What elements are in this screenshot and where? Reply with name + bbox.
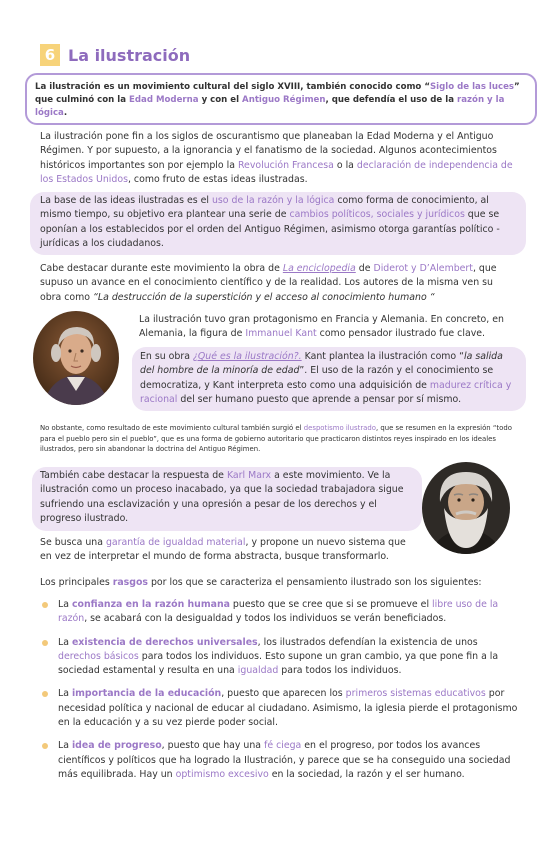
- paragraph-text: ”. El uso de la razón y el conocimiento se democratiza, y Kant interpreta esto como una adquisición de: [140, 365, 494, 391]
- highlight: derechos básicos: [58, 650, 139, 662]
- intro-text: .: [63, 108, 68, 118]
- highlight-edad-moderna: Edad Moderna: [129, 95, 199, 105]
- intro-text: , que defendía el uso de la: [325, 95, 457, 105]
- paragraph-text: Se busca una: [40, 537, 106, 548]
- list-text: La: [58, 740, 72, 752]
- highlight-rasgos: rasgos: [112, 577, 148, 588]
- intro-text: ” que culminó con la: [35, 82, 520, 105]
- list-text: puesto que se cree que si se promueve el: [229, 599, 433, 610]
- paragraph-marx: [32, 467, 422, 531]
- highlight: igualdad: [237, 665, 279, 677]
- note-text: , que se resumen en la expresión “todo para el pueblo pero sin el pueblo”, que es una forma de gobierno autoritario que practicaron distintos reyes inspirado en los ideales ilustrados, pero sin abandonar la doctrina del Antiguo Régimen.: [40, 424, 512, 454]
- paragraph-text: a este movimiento. Ve la ilustración como un proceso inacabado, ya que la sociedad trabajadora sigue sufriendo una esclavización y una opresión a pesar de los derechos y el progreso ilustrado.: [40, 470, 404, 524]
- paragraph-oscurantismo: [40, 130, 516, 187]
- paragraph-text: La ilustración pone fin a los siglos de oscurantismo que planeaban la Edad Moderna y el Antiguo Régimen. Y por supuesto, a la ignorancia y el fanatismo de la sociedad. Algunos acontecimientos históricos importantes son por ejemplo la: [40, 131, 497, 171]
- highlight-bold: confianza en la razón humana: [71, 599, 230, 610]
- list-text: La: [58, 636, 72, 648]
- bullet-icon: [42, 602, 48, 608]
- marx-portrait: [422, 462, 510, 554]
- paragraph-text: , y propone un nuevo sistema que en vez de interpretar el mundo de forma abstracta, busque transformarlo.: [40, 537, 406, 563]
- highlight-siglo-luces: Siglo de las luces: [429, 82, 515, 92]
- paragraph-text: del ser humano puesto que aprende a pensar por sí mismo.: [177, 393, 462, 405]
- paragraph-text: También cabe destacar la respuesta de: [40, 470, 227, 481]
- marx-portrait-image: [422, 462, 510, 554]
- paragraph-text: de: [355, 263, 374, 274]
- paragraph-text: Cabe destacar durante este movimiento la obra de: [40, 263, 283, 274]
- list-text: , puesto que hay una: [161, 740, 265, 752]
- kant-portrait-image: [33, 311, 119, 405]
- intro-text: y con el: [198, 95, 243, 105]
- list-text: , los ilustrados defendían la existencia de unos: [257, 636, 478, 648]
- rasgos-list: [58, 598, 522, 791]
- paragraph-text: que se oponían a los establecidos por el orden del Antiguo Régimen, asimismo otorga garantías político -jurídicas a los ciudadanos.: [40, 209, 500, 249]
- note-text: No obstante, como resultado de este movimiento cultural también surgió el: [40, 424, 304, 432]
- paragraph-text: como pensador ilustrado fue clave.: [316, 328, 485, 340]
- bullet-icon: [42, 640, 48, 646]
- paragraph-text: En su obra: [140, 351, 193, 362]
- list-text: , puesto que aparecen los: [221, 688, 346, 700]
- paragraph-igualdad: [40, 536, 420, 565]
- highlight-diderot: Diderot y D’Alembert: [373, 263, 473, 274]
- section-heading: [40, 44, 190, 66]
- list-text: en el progreso, por todos los avances científicos y políticos que ha logrado la Ilustración, y parece que se ha conseguido una sociedad más equilibrada. Hay un: [58, 740, 511, 780]
- quote-kant: la salida del hombre de la minoría de edad: [140, 351, 503, 377]
- list-item: [58, 687, 522, 730]
- paragraph-text: o la: [333, 159, 357, 171]
- paragraph-kant-obra: [132, 347, 526, 411]
- paragraph-rasgos: [40, 576, 516, 590]
- highlight-bold: importancia de la educación: [71, 688, 222, 700]
- list-item: [58, 739, 522, 782]
- list-item: [58, 636, 522, 679]
- highlight-razon-logica: razón y la lógica: [35, 95, 505, 118]
- list-text: por necesidad política y nacional de educar al ciudadano. Asimismo, la iglesia pierde el protagonismo en la educación y a su vez pierde poder social.: [58, 688, 518, 729]
- highlight-declaracion-independencia: declaración de independencia de los Estados Unidos: [40, 159, 513, 185]
- highlight: libre uso de la razón: [58, 599, 499, 625]
- link-que-es-la-ilustracion[interactable]: ¿Qué es la ilustración?.: [192, 351, 302, 362]
- list-text: , se acabará con la desigualdad y todos los individuos se verán beneficiados.: [84, 613, 447, 625]
- highlight-bold: idea de progreso: [71, 740, 162, 752]
- highlight: primeros sistemas educativos: [345, 688, 486, 700]
- paragraph-text: La base de las ideas ilustradas es el: [40, 195, 212, 206]
- list-text: para todos los individuos.: [278, 665, 402, 677]
- highlight-bold: existencia de derechos universales: [71, 636, 258, 648]
- highlight-revolucion-francesa: Revolución Francesa: [237, 159, 334, 171]
- bullet-icon: [42, 743, 48, 749]
- highlight-immanuel-kant: Immanuel Kant: [245, 328, 317, 340]
- list-text: para todos los individuos. Esto supone un gran cambio, ya que pone fin a la sociedad estamental y resulta en una: [58, 650, 499, 677]
- section-title: La ilustración: [68, 45, 191, 65]
- section-number: 6: [40, 44, 60, 66]
- highlight-cambios: cambios políticos, sociales y jurídicos: [289, 209, 465, 221]
- highlight-despotismo: despotismo ilustrado: [303, 424, 376, 432]
- paragraph-text: por los que se caracteriza el pensamiento ilustrado son los siguientes:: [147, 577, 482, 588]
- link-la-enciclopedia[interactable]: La enciclopedia: [282, 263, 356, 274]
- highlight-karl-marx: Karl Marx: [226, 470, 272, 481]
- highlight-uso-razon: uso de la razón y la lógica: [211, 195, 335, 206]
- paragraph-base-ideas: [30, 192, 526, 255]
- intro-text: La ilustración es un movimiento cultural del siglo XVIII, también conocido como “: [35, 82, 430, 92]
- intro-box: [25, 73, 537, 125]
- paragraph-text: Kant plantea la ilustración como “: [301, 351, 465, 362]
- highlight-antiguo-regimen: Antiguo Régimen: [242, 95, 326, 105]
- list-item: [58, 598, 522, 627]
- list-text: en la sociedad, la razón y el ser humano.: [268, 768, 465, 780]
- paragraph-enciclopedia: [40, 262, 516, 305]
- paragraph-text: La ilustración tuvo gran protagonismo en Francia y Alemania. En concreto, en Alemania, la figura de: [139, 314, 504, 340]
- quote-enciclopedia: “La destrucción de la superstición y el acceso al conocimiento humano “: [93, 291, 435, 303]
- paragraph-text: , como fruto de estas ideas ilustradas.: [127, 173, 308, 185]
- note-despotismo: [40, 423, 518, 455]
- highlight: optimismo excesivo: [175, 768, 269, 780]
- list-text: La: [58, 688, 72, 700]
- paragraph-text: Los principales: [40, 577, 113, 588]
- paragraph-kant-intro: [139, 313, 519, 342]
- list-text: La: [58, 599, 72, 610]
- highlight-igualdad-material: garantía de igualdad material: [105, 537, 246, 548]
- bullet-icon: [42, 691, 48, 697]
- paragraph-text: como forma de conocimiento, al mismo tiempo, su objetivo era plantear una serie de: [40, 195, 489, 221]
- highlight: fé ciega: [264, 740, 302, 752]
- paragraph-text: , que supuso un avance en el conocimiento científico y de la realidad. Los autores de la misma ven su obra como: [40, 263, 497, 303]
- kant-portrait: [33, 311, 119, 405]
- highlight-madurez-critica: madurez crítica y racional: [140, 379, 512, 405]
